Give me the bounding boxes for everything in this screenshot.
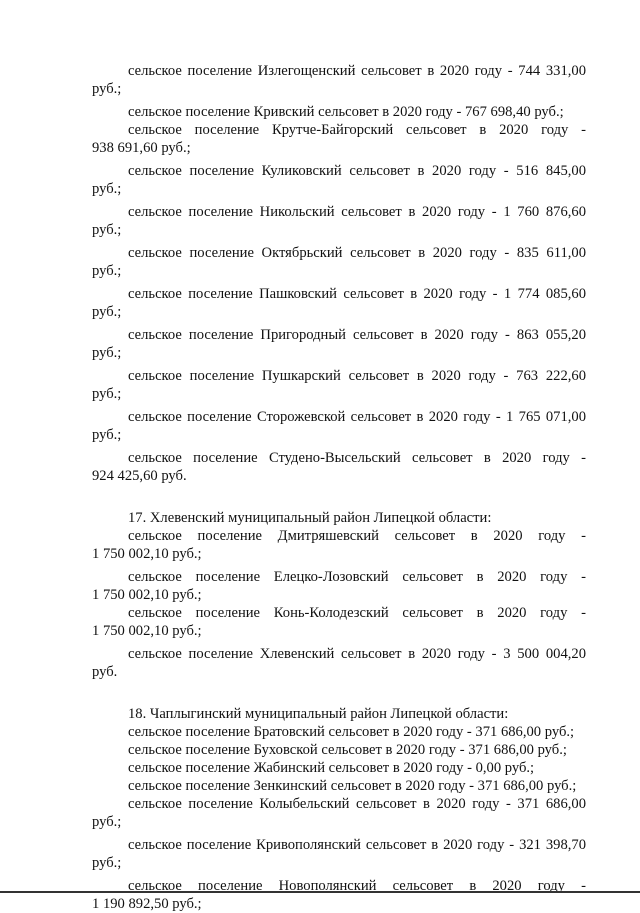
section-title: 17. Хлевенский муниципальный район Липецкой области: — [128, 510, 492, 526]
section-title: 18. Чаплыгинский муниципальный район Липецкой области: — [128, 706, 509, 722]
section-heading-17 — [92, 509, 586, 527]
entry-line: сельское поселение Конь-Колодезский сельсовет в 2020 году - — [128, 605, 586, 621]
entry-kon-kolodezsky — [92, 604, 586, 640]
entry-line: сельское поселение Колыбельский сельсовет в 2020 году - 371 686,00 — [128, 796, 586, 812]
entry-pushkarsky — [92, 367, 586, 403]
entry-line: руб. — [92, 664, 118, 680]
entry-novopolyansky — [92, 877, 586, 913]
entry-line: сельское поселение Излегощенский сельсовет в 2020 году - 744 331,00 — [128, 63, 586, 79]
entry-line: руб.; — [92, 814, 122, 830]
entry-line: 938 691,60 руб.; — [92, 140, 191, 156]
entry-line: сельское поселение Никольский сельсовет в 2020 году - 1 760 876,60 — [128, 204, 586, 220]
entry-storozhevskoy — [92, 408, 586, 444]
entry-oktyabrsky — [92, 244, 586, 280]
entry-line: 1 750 002,10 руб.; — [92, 623, 202, 639]
entry-pashkovsky — [92, 285, 586, 321]
entry-line: руб.; — [92, 81, 122, 97]
entry-line: руб.; — [92, 304, 122, 320]
entry-kulikovsky — [92, 162, 586, 198]
entry-bukhovskoy — [92, 741, 586, 759]
entry-bratovsky — [92, 723, 586, 741]
entry-line: руб.; — [92, 345, 122, 361]
entry-line: сельское поселение Пушкарский сельсовет в 2020 году - 763 222,60 — [128, 368, 586, 384]
entry-khlevensky — [92, 645, 586, 681]
entry-zhabinsky — [92, 759, 586, 777]
entry-line: 1 190 892,50 руб.; — [92, 896, 202, 912]
entry-line: сельское поселение Студено-Высельский сельсовет в 2020 году - — [128, 450, 586, 466]
entry-line: сельское поселение Новополянский сельсовет в 2020 году - — [128, 878, 586, 894]
entry-studeno-vyselsky — [92, 449, 586, 485]
entry-dmitryashevsky — [92, 527, 586, 563]
entry-line: сельское поселение Крутче-Байгорский сельсовет в 2020 году - — [128, 122, 586, 138]
entry-line: руб.; — [92, 181, 122, 197]
entry-krivopolyansky — [92, 836, 586, 872]
entry-kolybelsky — [92, 795, 586, 831]
entry-line: сельское поселение Сторожевской сельсовет в 2020 году - 1 765 071,00 — [128, 409, 586, 425]
entry-line: руб.; — [92, 386, 122, 402]
entry-line: сельское поселение Братовский сельсовет в 2020 году - 371 686,00 руб.; — [128, 724, 575, 740]
page-bottom-rule — [0, 891, 640, 893]
entry-eletsko-lozovsky — [92, 568, 586, 604]
entry-line: руб.; — [92, 855, 122, 871]
document-body — [92, 62, 586, 913]
entry-line: 1 750 002,10 руб.; — [92, 546, 202, 562]
entry-line: сельское поселение Пашковский сельсовет в 2020 году - 1 774 085,60 — [128, 286, 586, 302]
entry-line: сельское поселение Хлевенский сельсовет в 2020 году - 3 500 004,20 — [128, 646, 586, 662]
entry-krutche-baygorsky — [92, 121, 586, 157]
entry-line: сельское поселение Октябрьский сельсовет в 2020 году - 835 611,00 — [128, 245, 586, 261]
entry-prigorodny — [92, 326, 586, 362]
entry-line: сельское поселение Елецко-Лозовский сельсовет в 2020 году - — [128, 569, 586, 585]
entry-krivsky — [92, 103, 586, 121]
entry-izlegoshchensky — [92, 62, 586, 98]
entry-nikolsky — [92, 203, 586, 239]
section-heading-18 — [92, 705, 586, 723]
entry-line: сельское поселение Кривополянский сельсовет в 2020 году - 321 398,70 — [128, 837, 586, 853]
entry-line: сельское поселение Дмитряшевский сельсовет в 2020 году - — [128, 528, 586, 544]
entry-line: сельское поселение Пригородный сельсовет в 2020 году - 863 055,20 — [128, 327, 586, 343]
entry-line: 1 750 002,10 руб.; — [92, 587, 202, 603]
entry-line: руб.; — [92, 263, 122, 279]
entry-line: сельское поселение Кривский сельсовет в 2020 году - 767 698,40 руб.; — [128, 104, 564, 120]
entry-line: руб.; — [92, 222, 122, 238]
entry-line: 924 425,60 руб. — [92, 468, 187, 484]
entry-line: сельское поселение Жабинский сельсовет в 2020 году - 0,00 руб.; — [128, 760, 535, 776]
entry-line: руб.; — [92, 427, 122, 443]
entry-zenkinsky — [92, 777, 586, 795]
entry-line: сельское поселение Зенкинский сельсовет в 2020 году - 371 686,00 руб.; — [128, 778, 577, 794]
entry-line: сельское поселение Буховской сельсовет в 2020 году - 371 686,00 руб.; — [128, 742, 567, 758]
entry-line: сельское поселение Куликовский сельсовет в 2020 году - 516 845,00 — [128, 163, 586, 179]
